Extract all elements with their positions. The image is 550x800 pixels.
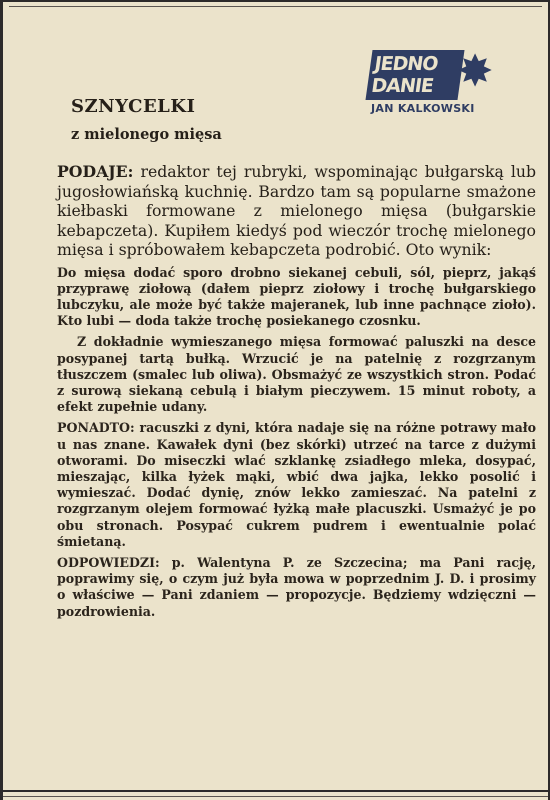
- logo-author: JAN KALKOWSKI: [371, 102, 475, 115]
- article-subtitle: z mielonego mięsa: [71, 126, 222, 143]
- lead-text: redaktor tej rubryki, wspominając bułgarską lub jugosłowiańską kuchnię. Bardzo tam są popularne smażone kiełbaski formowane z mielonego mięsa (bułgarskie kebapczeta). Kupiłem kiedyś pod wieczór trochę mielonego mięsa i spróbowałem kebapczeta podrobić. Oto wynik:: [57, 162, 536, 259]
- recipe-paragraph-2: Z dokładnie wymieszanego mięsa formować paluszki na desce posypanej tartą bułką. Wrzucić je na patelnię z rozgrzanym tłuszczem (smalec lub oliwa). Obsmażyć ze wszystkich stron. Podać z surową siekaną cebulą i białym pieczywem. 15 minut roboty, a efekt zupełnie udany.: [57, 334, 536, 415]
- logo-wordmark-line2: DANIE: [369, 75, 435, 97]
- ponadto-paragraph: [57, 420, 536, 550]
- lead-label: PODAJE:: [57, 162, 134, 181]
- ponadto-label: PONADTO:: [57, 420, 135, 436]
- article-title: SZNYCELKI: [71, 96, 196, 117]
- odpowiedzi-text: p. Walentyna P. ze Szczecina; ma Pani rację, poprawimy się, o czym już była mowa w poprzednim J. D. i prosimy o właściwe — Pani zdaniem — propozycje. Będziemy wdzięczni — pozdrowienia.: [57, 554, 536, 619]
- logo-wordmark: [365, 50, 464, 100]
- bottom-rule: [3, 790, 548, 792]
- column-logo: [367, 46, 499, 116]
- article-body: [57, 162, 536, 620]
- recipe-paragraph-1: Do mięsa dodać sporo drobno siekanej cebuli, sól, pieprz, jakąś przyprawę ziołową (dałem pieprz ziołowy i trochę bułgarskiego lubczyku, ale może być także majeranek, lub inne pachnące zioło). Kto lubi — doda także trochę posiekanego czosnku.: [57, 264, 536, 329]
- ponadto-text: racuszki z dyni, która nadaje się na różne potrawy mało u nas znane. Kawałek dyni (bez skórki) utrzeć na tarce z dużymi otworami. Do miseczki wlać szklankę zsiadłego mleka, dosypać, mieszając, kilka łyżek mąki, wbić dwa jajka, lekko posolić i wymieszać. Dodać dynię, znów lekko zamieszać. Na patelni z rozgrzanym olejem formować łyżką małe placuszki. Usmażyć je po obu stronach. Posypać cukrem pudrem i ewentualnie polać śmietaną.: [57, 420, 536, 549]
- bottom-rule-thin: [3, 796, 548, 797]
- odpowiedzi-label: ODPOWIEDZI:: [57, 554, 160, 570]
- odpowiedzi-paragraph: [57, 555, 536, 620]
- star-burst-icon: ✸: [456, 46, 494, 97]
- logo-wordmark-line1: JEDNO: [373, 53, 439, 75]
- lead-paragraph: [57, 162, 536, 260]
- top-rule: [9, 6, 542, 7]
